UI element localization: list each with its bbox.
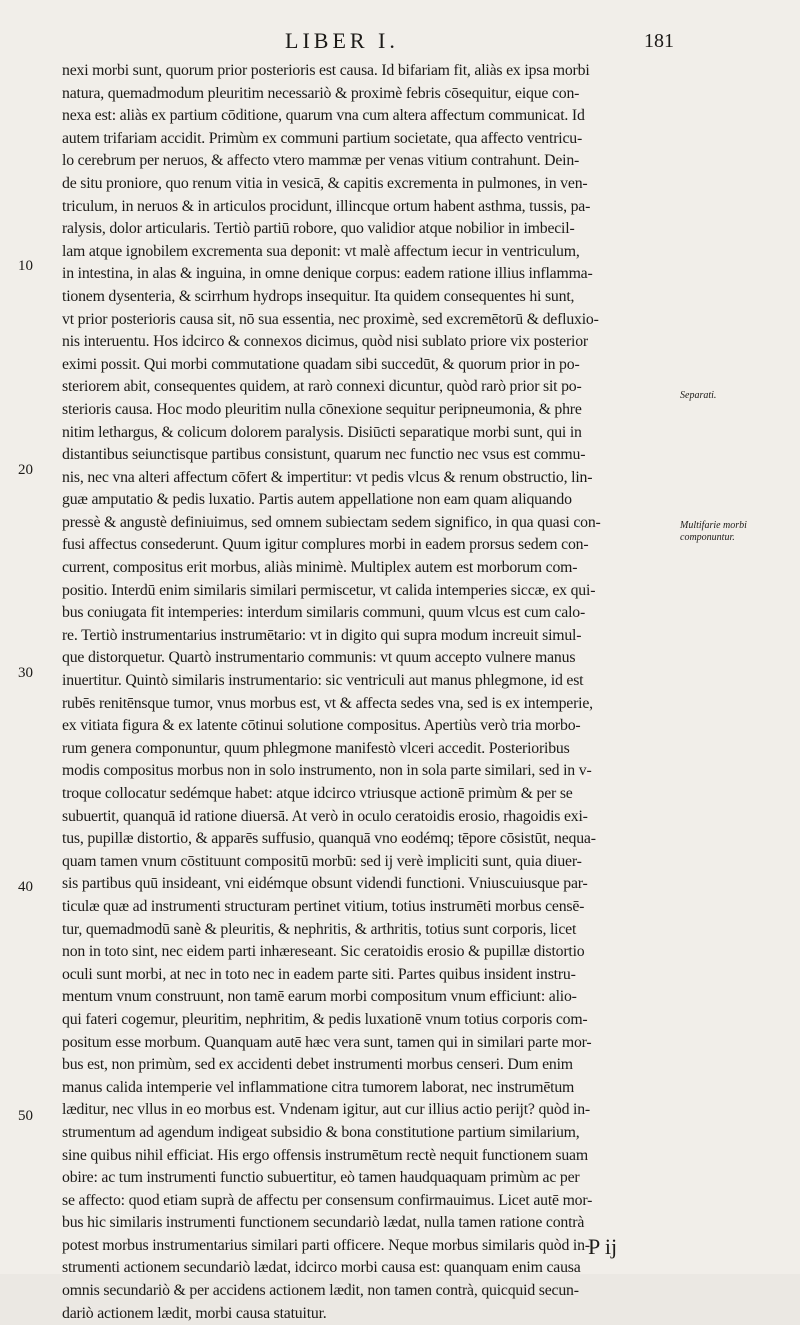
text-line: subuertit, quanquā id ratione diuersā. At verò in oculo ceratoidis erosio, rhagoidis exi-: [62, 807, 588, 825]
text-line: autem trifariam accidit. Primùm ex communi partium societate, qua affecto ventricu-: [62, 129, 583, 147]
text-line: tionem dysenteria, & scirrhum hydrops insequitur. Ita quidem consequentes hi sunt,: [62, 287, 575, 305]
text-line: omnis secundariò & per accidens actionem lædit, non tamen contrà, quicquid secun-: [62, 1282, 579, 1300]
text-line: non in toto sint, nec eidem parti inhæreseant. Sic ceratoidis erosio & pupillæ distortio: [62, 943, 585, 961]
text-line: læditur, nec vllus in eo morbus est. Vndenam igitur, aut cur illius actio perijt? quòd in-: [62, 1101, 590, 1119]
running-head: LIBER I.: [285, 28, 399, 53]
text-line: distantibus seiunctisque partibus consistunt, quarum nec functio nec vsus est commu-: [62, 446, 586, 464]
page-number: 181: [644, 30, 674, 52]
text-line: sine quibus nihil efficiat. His ergo offensis instrumētum rectè nequit functionem suam: [62, 1146, 588, 1164]
text-line: mentum vnum construunt, non tamē earum morbi compositum vnum efficiunt: alio-: [62, 988, 577, 1006]
line-number: 30: [18, 665, 33, 681]
text-line: dariò actionem lædit, morbi causa statuitur.: [62, 1304, 327, 1322]
line-number: 10: [18, 258, 33, 274]
text-line: lo cerebrum per neruos, & affecto vtero mammæ per venas vitium contrahunt. Dein-: [62, 152, 580, 170]
text-line: eximi possit. Qui morbi commutatione quadam sibi succedūt, & quorum prior in po-: [62, 355, 580, 373]
text-line: fusi affectus consederunt. Quum igitur complures morbi in eadem prorsus sedem con-: [62, 536, 589, 554]
line-number: 20: [18, 462, 33, 478]
text-line: ticulæ quæ ad instrumenti structuram pertinet vitium, totius instrumēti morbus censē-: [62, 897, 585, 915]
line-number: 50: [18, 1108, 33, 1124]
text-line: rum genera componuntur, quum phlegmone manifestò vlceri accedit. Posterioribus: [62, 739, 570, 757]
text-line: bus est, non primùm, sed ex accidenti debet instrumenti morbus censeri. Dum enim: [62, 1056, 573, 1074]
text-line: positio. Interdū enim similaris similari permiscetur, vt calida intemperies siccæ, ex qui-: [62, 581, 596, 599]
text-line: nitim lethargus, & colicum dolorem paralysis. Disiūcti separatique morbi sunt, qui in: [62, 423, 582, 441]
text-line: current, compositus erit morbus, aliàs minimè. Multiplex autem est morborum com-: [62, 559, 578, 577]
text-line: troque collocatur sedémque habet: atque idcirco vtriusque actionē primùm & per se: [62, 785, 573, 802]
text-line: de situ proniore, quo renum vitia in vesicā, & capitis excrementa in pulmones, in ven-: [62, 174, 588, 192]
signature-mark: P ij: [588, 1234, 618, 1259]
text-line: re. Tertiò instrumentarius instrumētario: vt in digito qui supra modum increuit simul-: [62, 626, 582, 644]
text-line: qui fateri cogemur, pleuritim, nephritim, & pedis luxationē vnum totius corporis com-: [62, 1010, 588, 1028]
text-line: oculi sunt morbi, at nec in toto nec in eadem parte siti. Partes quibus insident instru-: [62, 965, 576, 983]
text-line: natura, quemadmodum pleuritim necessariò & proximè febris cōsequitur, eique con-: [62, 84, 580, 102]
text-line: sis partibus quū insideant, vni eidémque obsunt videndi functioni. Vniuscuiusque par-: [62, 875, 588, 893]
text-line: potest morbus instrumentarius similari parti officere. Neque morbus similaris quòd in-: [62, 1236, 590, 1254]
text-line: modis compositus morbus non in solo instrumento, non in sola parte similari, sed in v-: [62, 762, 592, 780]
text-line: nexa est: aliàs ex partium cōditione, quarum vna cum altera affectum communicat. Id: [62, 107, 585, 125]
text-line: bus hic similaris instrumenti functionem secundariò lædat, nulla tamen ratione contrà: [62, 1214, 585, 1232]
text-line: pressè & angustè definiuimus, sed omnem subiectam sedem significo, in qua quasi con-: [62, 513, 601, 531]
text-line: nis interuentu. Hos idcirco & connexos dicimus, quòd nisi sublato priore vix posterior: [62, 333, 588, 351]
text-line: sterioris causa. Hoc modo pleuritim nulla cōnexione sequitur peripneumonia, & phre: [62, 400, 582, 418]
text-line: vt prior posterioris causa sit, nō sua essentia, nec proximè, sed excremētorū & defluxio-: [62, 310, 599, 328]
text-line: lam atque ignobilem excrementa sua deponit: vt malè affectum iecur in ventriculum,: [62, 242, 580, 260]
text-line: triculum, in neruos & in articulos procidunt, illincque ortum habent asthma, tussis, pa-: [62, 197, 591, 215]
text-line: obire: ac tum instrumenti functio subuertitur, eò tamen haudquaquam primùm ac per: [62, 1169, 580, 1187]
text-line: strumentum ad agendum indigeat subsidio & bona constitutione partium similarium,: [62, 1123, 580, 1141]
text-line: steriorem abit, consequentes quidem, at rarò connexi dicuntur, quòd rarò prior sit po-: [62, 378, 582, 396]
text-line: rubēs renitēnsque tumor, vnus morbus est, vt & affecta sedes vna, sed is ex intemperie,: [62, 694, 593, 712]
text-line: nexi morbi sunt, quorum prior posterioris est causa. Id bifariam fit, aliàs ex ipsa morbi: [62, 62, 590, 79]
text-line: manus calida intemperie vel inflammatione citra tumorem laborat, nec instrumētum: [62, 1078, 575, 1096]
text-line: inuertitur. Quintò similaris instrumentario: sic ventriculi aut manus phlegmone, id est: [62, 672, 584, 690]
text-line: tur, quemadmodū sanè & pleuritis, & nephritis, & arthritis, totius sunt corporis, licet: [62, 920, 577, 938]
text-line: tus, pupillæ distortio, & apparēs suffusio, quanquā vno eodémq; tēpore cōsistūt, nequa-: [62, 830, 596, 848]
margin-note: Multifarie morbi componuntur.: [680, 520, 747, 543]
margin-note: Separati.: [680, 390, 717, 401]
body-text: [62, 60, 684, 1325]
line-number: 40: [18, 879, 33, 895]
text-line: in intestina, in alas & inguina, in omne denique corpus: eadem ratione illius inflamma-: [62, 265, 593, 283]
text-line: strumenti actionem secundariò lædat, idcirco morbi causa est: quanquam enim causa: [62, 1259, 581, 1277]
text-line: quam tamen vnum cōstituunt compositū morbū: sed ij verè impliciti sunt, quia diuer-: [62, 852, 582, 870]
text-line: positum esse morbum. Quanquam autē hæc vera sunt, tamen qui in similari parte mor-: [62, 1033, 592, 1051]
text-line: que distorquetur. Quartò instrumentario communis: vt quum accepto vulnere manus: [62, 649, 576, 667]
text-line: bus coniugata fit intemperies: interdum similaris communi, quum vlcus est cum calo-: [62, 604, 586, 622]
text-line: nis, nec vna alteri affectum cōfert & impertitur: vt pedis vlcus & renum obstructio, lin-: [62, 468, 593, 486]
text-line: se affecto: quod etiam suprà de affectu per consensum confirmauimus. Licet autē mor-: [62, 1191, 593, 1209]
text-line: ralysis, dolor articularis. Tertiò partiū robore, quo validior atque nobilior in imbecil-: [62, 220, 575, 238]
text-line: ex vitiata figura & ex latente cōtinui solutione compositus. Apertiùs verò tria morbo-: [62, 717, 581, 735]
text-line: guæ amputatio & pedis luxatio. Partis autem appellatione non eam quam aliquando: [62, 491, 572, 509]
